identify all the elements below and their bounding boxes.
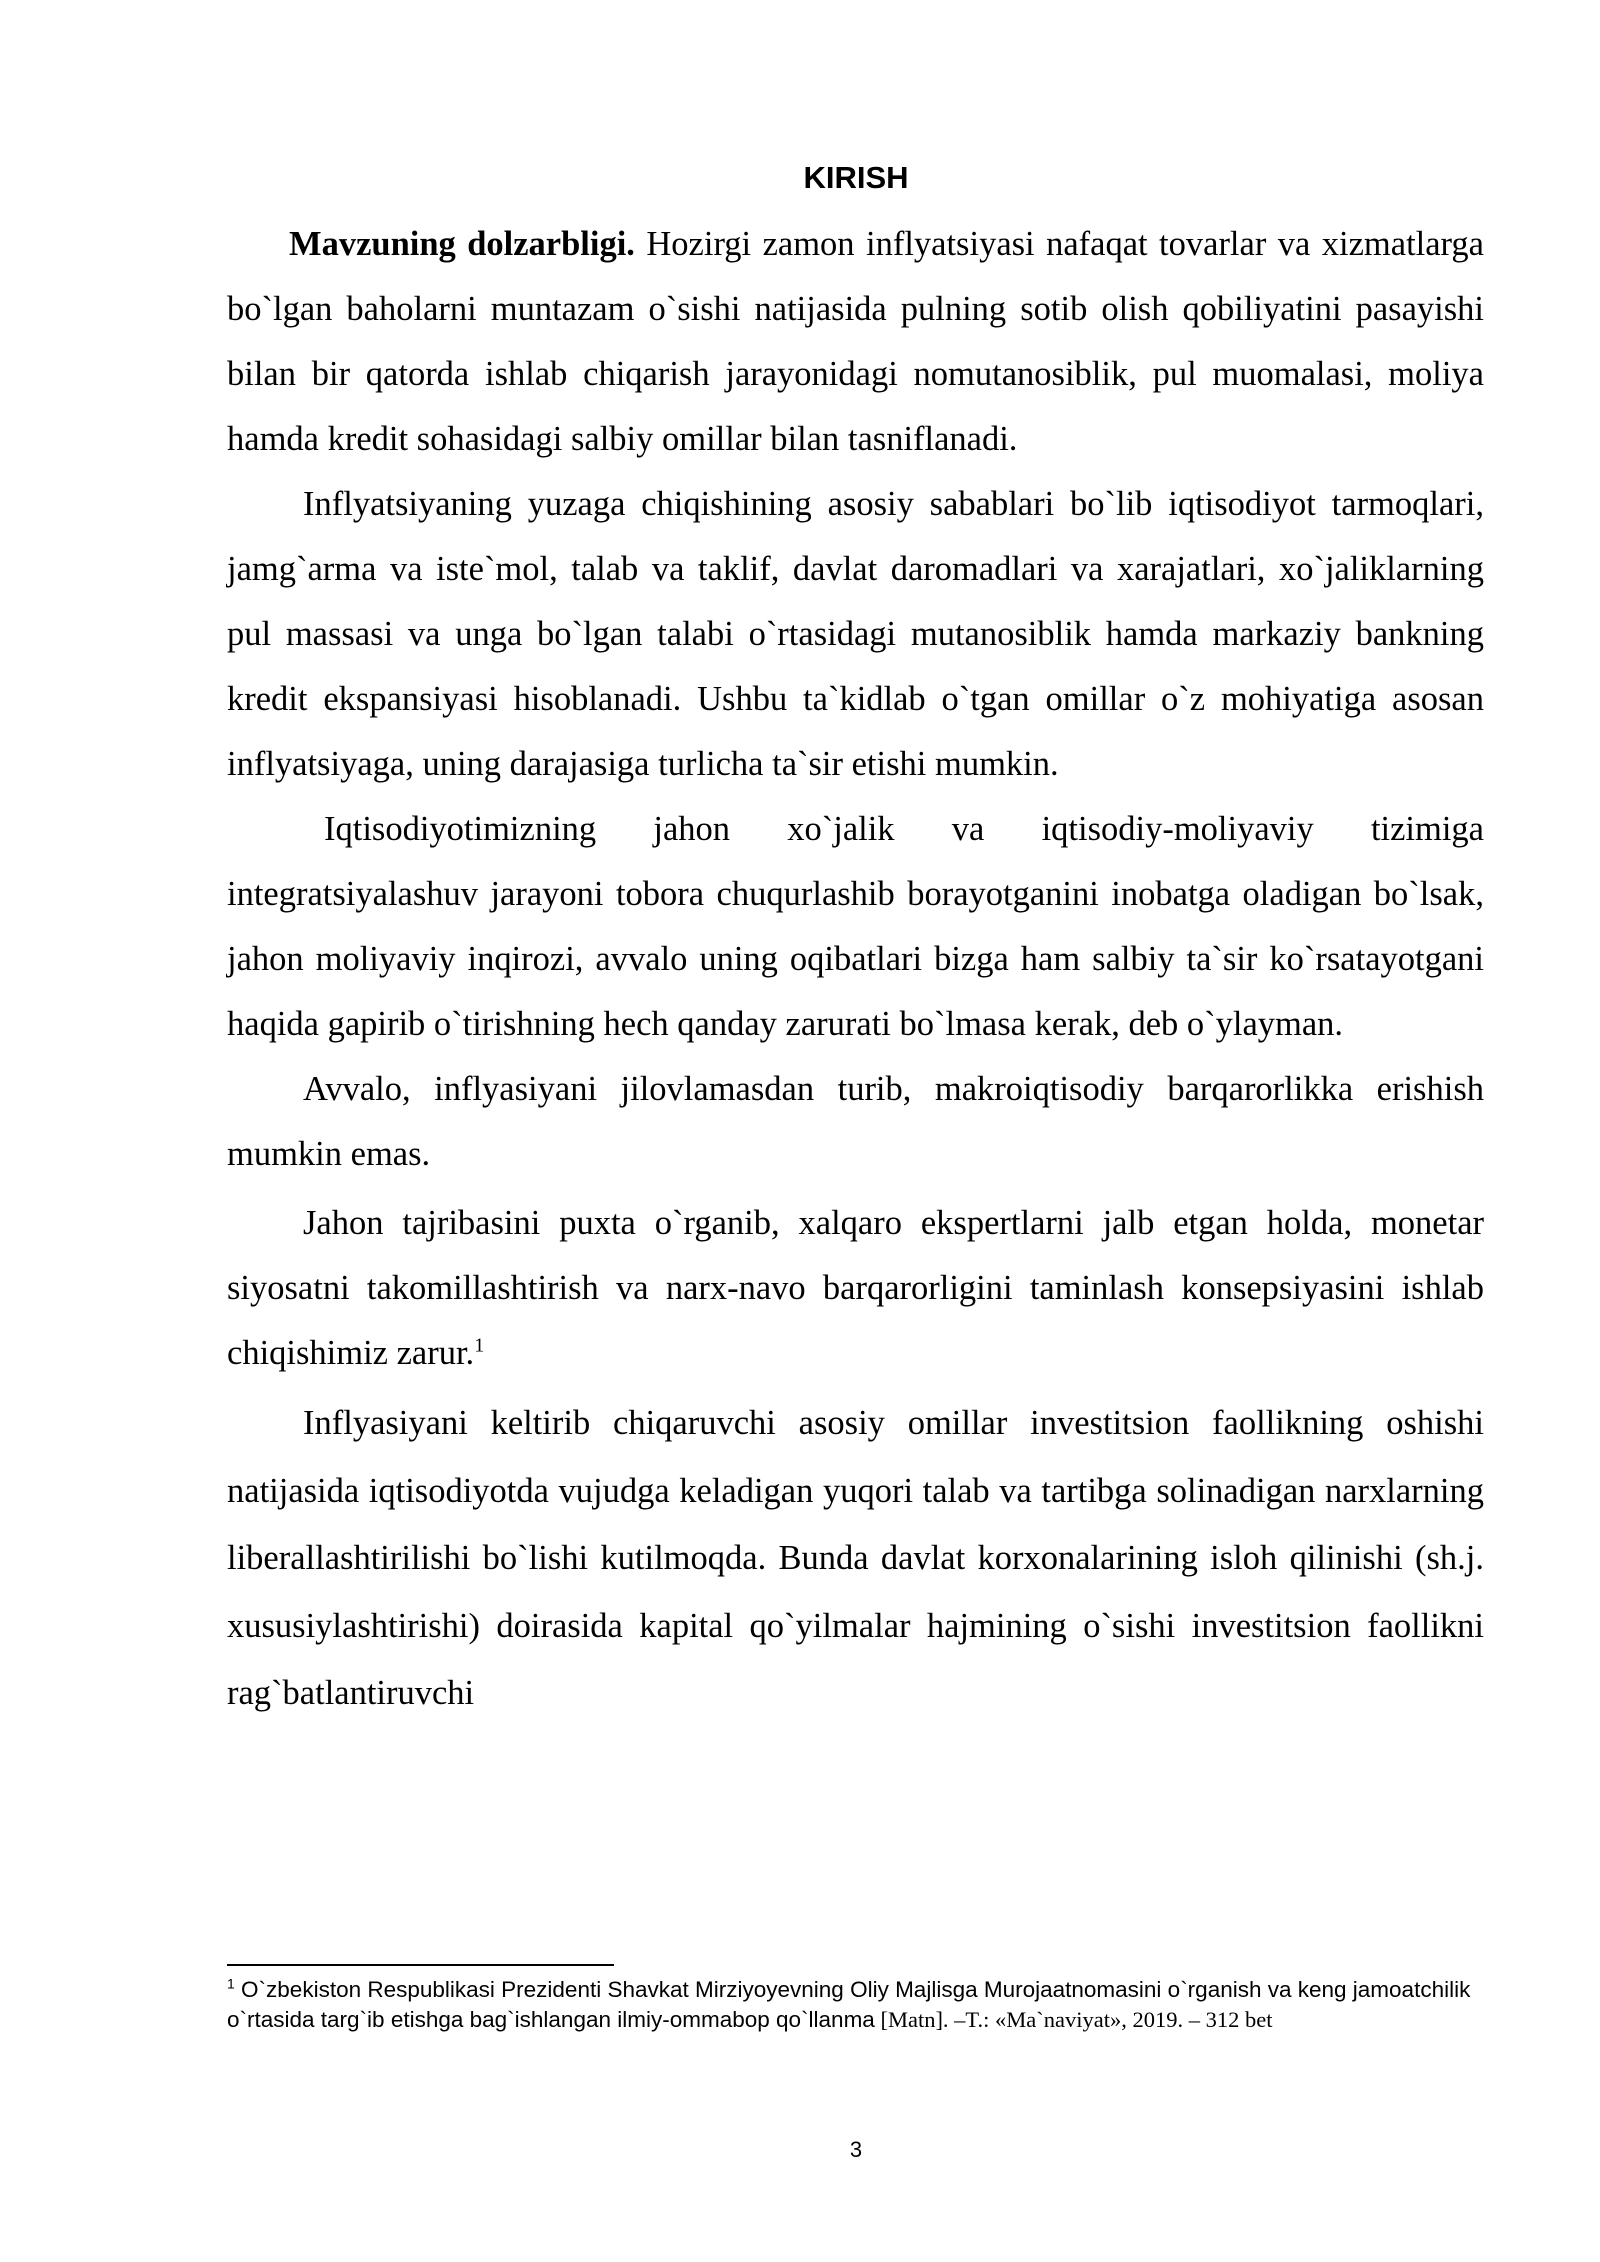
- paragraph-text: Jahon tajribasini puxta o`rganib, xalqaro ekspertlarni jalb etgan holda, monetar siyosatni takomillashtirish va narx-navo barqarorligini taminlash konsepsiyasini ishlab chiqishimiz zarur.: [227, 1204, 1484, 1372]
- footnote-separator: [227, 1964, 614, 1966]
- paragraph-with-footnote: [227, 1191, 1484, 1386]
- footnote-number: 1: [227, 1975, 235, 1992]
- footnote-reference: 1: [474, 1334, 485, 1357]
- paragraph-lead: Mavzuning dolzarbligi.: [289, 225, 635, 263]
- body-text: [227, 212, 1484, 1728]
- paragraph: Inflyasiyani keltirib chiqaruvchi asosiy omillar investitsion faollikning oshishi natijasida iqtisodiyotda vujudga keladigan yuqori talab va tartibga solinadigan narxlarning liberallashtirilishi bo`lishi kutilmoqda. Bunda davlat korxonalarining isloh qilinishi (sh.j. xususiylashtirishi) doirasida kapital qo`yilmalar hajmining o`sishi investitsion faollikni rag`batlantiruvchi: [227, 1404, 1484, 1712]
- paragraph-text: Hozirgi zamon inflyatsiyasi nafaqat tovarlar va xizmatlarga bo`lgan baholarni muntazam o`sishi natijasida pulning sotib olish qobiliyatini pasayishi bilan bir qatorda ishlab chiqarish jarayonidagi nomutanosiblik, pul muomalasi, moliya hamda kredit sohasidagi salbiy omillar bilan tasniflanadi.: [227, 225, 1484, 458]
- footnote: [227, 1975, 1484, 2035]
- paragraph-relevance: [227, 212, 1484, 472]
- footnote-citation: [Matn]. –T.: «Ma`naviyat», 2019. – 312 bet: [874, 2007, 1273, 2032]
- paragraph: Inflyatsiyaning yuzaga chiqishining asosiy sabablari bo`lib iqtisodiyot tarmoqlari, jamg`arma va iste`mol, talab va taklif, davlat daromadlari va xarajatlari, xo`jaliklarning pul massasi va unga bo`lgan talabi o`rtasidagi mutanosiblik hamda markaziy bankning kredit ekspansiyasi hisoblanadi. Ushbu ta`kidlab o`tgan omillar o`z mohiyatiga asosan inflyatsiyaga, uning darajasiga turlicha ta`sir etishi mumkin.: [227, 485, 1484, 783]
- section-heading: KIRISH: [803, 160, 909, 195]
- page-number: 3: [849, 2137, 863, 2162]
- paragraph: Avvalo, inflyasiyani jilovlamasdan turib, makroiqtisodiy barqarorlikka erishish mumkin emas.: [227, 1070, 1484, 1173]
- paragraph: Iqtisodiyotimizning jahon xo`jalik va iqtisodiy-moliyaviy tizimiga integratsiyalashuv jarayoni tobora chuqurlashib borayotganini inobatga oladigan bo`lsak, jahon moliyaviy inqirozi, avvalo uning oqibatlari bizga ham salbiy ta`sir ko`rsatayotgani haqida gapirib o`tirishning hech qanday zarurati bo`lmasa kerak, deb o`ylayman.: [227, 810, 1484, 1043]
- footnote-text: O`zbekiston Respublikasi Prezidenti Shavkat Mirziyoyevning Oliy Majlisga Murojaatnomasini o`rganish va keng jamoatchilik o`rtasida targ`ib etishga bag`ishlangan ilmiy-ommabop qo`llanma: [227, 1977, 1471, 2032]
